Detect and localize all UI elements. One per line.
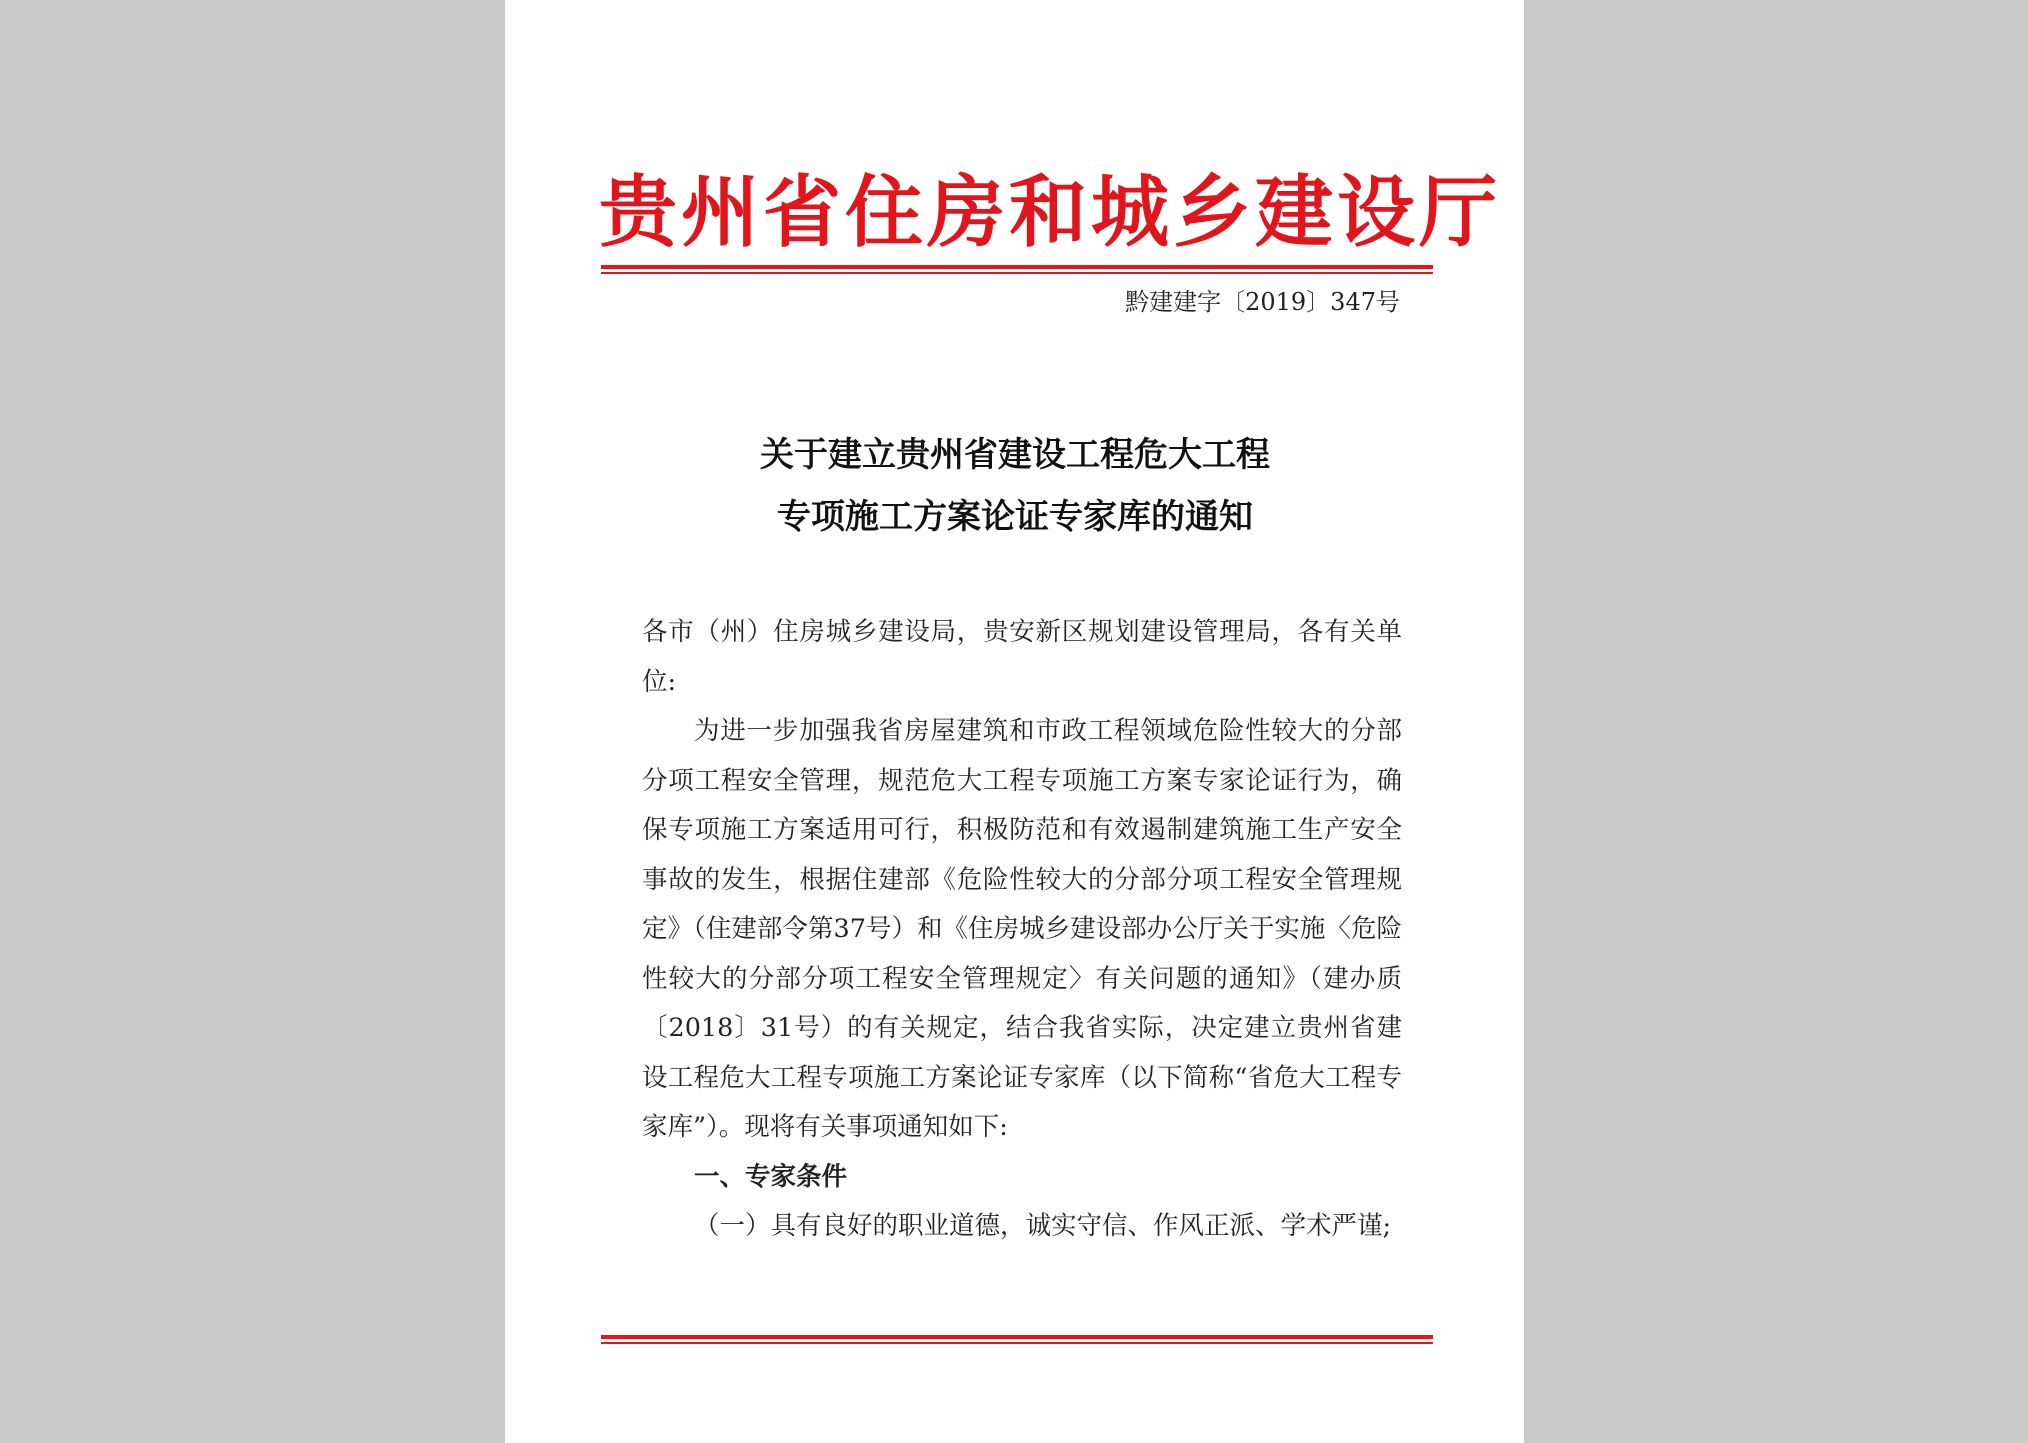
header-rule-thick-line: [601, 265, 1433, 269]
footer-rule-thin-line: [601, 1342, 1433, 1344]
header-red-rule: [601, 265, 1433, 275]
section-heading-expert-conditions: 一、专家条件: [694, 1161, 848, 1192]
footer-red-rule: [601, 1335, 1433, 1345]
document-title-line-1: 关于建立贵州省建设工程危大工程: [760, 435, 1270, 475]
document-body: [642, 608, 1402, 1252]
header-rule-thin-line: [601, 272, 1433, 274]
document-number: 黔建建字〔2019〕347号: [1125, 288, 1400, 316]
intro-paragraph: 为进一步加强我省房屋建筑和市政工程领域危险性较大的分部分项工程安全管理，规范危大工程专项施工方案专家论证行为，确保专项施工方案适用可行，积极防范和有效遏制建筑施工生产安全事故的发生，根据住建部《危险性较大的分部分项工程安全管理规定》（住建部令第37号）和《住房城乡建设部办公厅关于实施〈危险性较大的分部分项工程安全管理规定〉有关问题的通知》（建办质〔2018〕31号）的有关规定，结合我省实际，决定建立贵州省建设工程危大工程专项施工方案论证专家库（以下简称“省危大工程专家库”）。现将有关事项通知如下:: [642, 716, 1402, 1142]
document-page: [505, 0, 1524, 1443]
document-title-line-2: 专项施工方案论证专家库的通知: [777, 497, 1253, 537]
list-item-condition-1: （一）具有良好的职业道德，诚实守信、作风正派、学术严谨;: [694, 1211, 1392, 1241]
issuer-heading: 贵州省住房和城乡建设厅: [599, 167, 1502, 258]
footer-rule-thick-line: [601, 1335, 1433, 1339]
salutation: 各市（州）住房城乡建设局，贵安新区规划建设管理局，各有关单位:: [642, 617, 1402, 697]
